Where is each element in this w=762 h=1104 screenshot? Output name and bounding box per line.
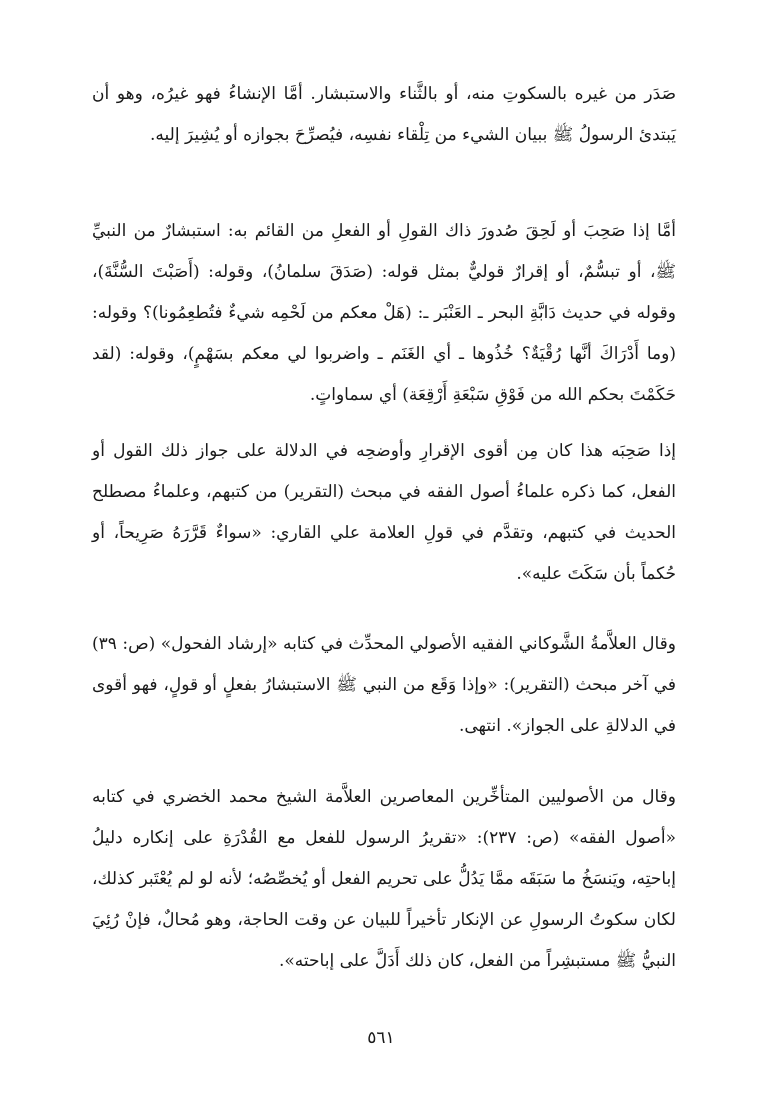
paragraph-1: صَدَر من غيره بالسكوتِ منه، أو بالثَّناء والاستبشار. أمَّا الإنشاءُ فهو غيرُه، وهو أن يَبتدئ الرسولُ ﷺ ببيان الشيء من تِلْقاء نفسِه، فيُصرِّحَ بجوازه أو يُشِيرَ إليه. xyxy=(92,84,676,145)
paragraph-2: أمَّا إذا صَحِبَ أو لَحِقَ صُدورَ ذاك القولِ أو الفعلِ من القائم به: استبشارٌ من النبيِّ ﷺ، أو تبسُّمٌ، أو إقرارٌ قوليٌّ بمثل قوله: (صَدَقَ سلمانُ)، وقوله: (أَصَبْتَ السُّنَّةَ)، وقوله في حديث دَابَّةِ البحر ـ العَنْبَر ـ: (هَلْ معكم من لَحْمِه شيءٌ فتُطعِمُونا)؟ وقوله: (وما أَدْرَاكَ أنَّها رُقْيَةٌ؟ خُذُوها ـ أي الغَنَم ـ واضربوا لي معكم بسَهْمٍ)، وقوله: (لقد حَكَمْتَ بحكم الله من فَوْقِ سَبْعَةِ أَرْقِعَة) أي سماواتٍ. xyxy=(92,221,676,405)
paragraph-3: إذا صَحِبَه هذا كان مِن أقوى الإقرارِ وأوضحِه في الدلالة على جواز ذلك القول أو الفعل، كما ذكره علماءُ أصول الفقه في مبحث (التقرير) من كتبهم، وعلماءُ مصطلح الحديث في كتبهم، وتقدَّم في قولِ العلامة علي القاري: «سواءٌ قَرَّرَهُ صَرِيحاً، أو حُكماً بأن سَكَتَ عليه». xyxy=(92,441,676,584)
paragraph-5: وقال من الأصوليين المتأخِّرين المعاصرين العلاَّمة الشيخ محمد الخضري في كتابه «أصول الفقه» (ص: ٢٣٧): «تقريرُ الرسول للفعل مع القُدْرَةِ على إنكاره دليلُ إباحتِه، ويَنسَخُ ما سَبَقَه ممَّا يَدُلُّ على تحريم الفعل أو يُخصِّصُه؛ لأنه لو لم يُعْتَبر كذلك، لكان سكوتُ الرسولِ عن الإنكار تأخيراً للبيان عن وقت الحاجة، وهو مُحالٌ، فإنْ رُئِيَ النبيُّ ﷺ مستبشِراً من الفعل، كان ذلك أَدَلَّ على إباحته». xyxy=(92,787,676,971)
paragraph-4: وقال العلاَّمةُ الشَّوكاني الفقيه الأصولي المحدِّث في كتابه «إرشاد الفحول» (ص: ٣٩) في آخر مبحث (التقرير): «وإذا وَقَع من النبي ﷺ الاستبشارُ بفعلٍ أو قولٍ، فهو أقوى في الدلالةِ على الجواز». انتهى. xyxy=(92,634,676,736)
page-number: ٥٦١ xyxy=(367,1028,395,1048)
